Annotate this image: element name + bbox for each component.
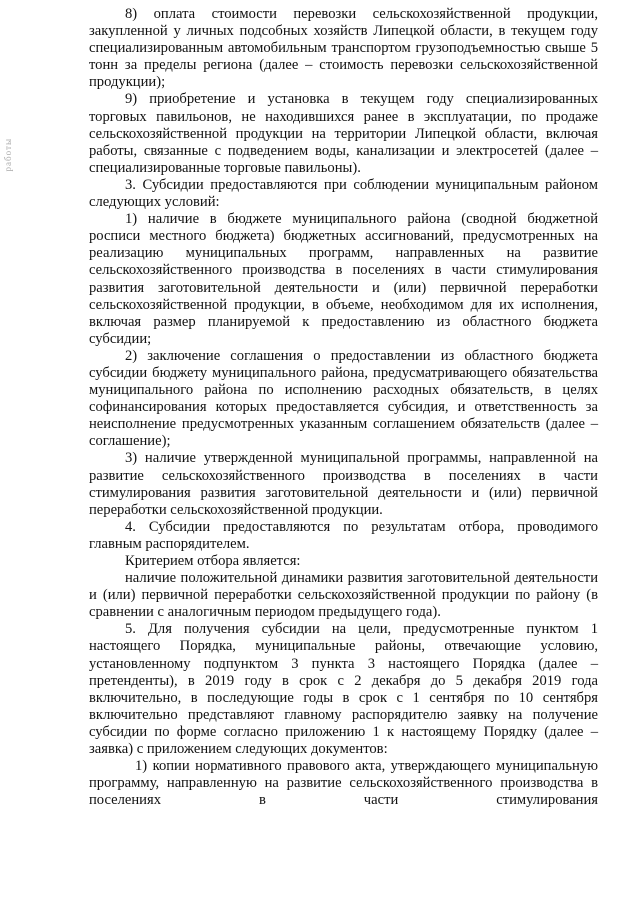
paragraph-condition-3: 3) наличие утвержденной муниципальной программы, направленной на развитие сельскохозяйственного производства в поселениях в части стимулирования развития заготовительной деятельности и (или) первичной переработки сельскохозяйственной продукции. xyxy=(89,450,598,518)
margin-note: работы xyxy=(3,138,13,172)
paragraph-item-9: 9) приобретение и установка в текущем году специализированных торговых павильонов, не находившихся ранее в эксплуатации, по продаже сельскохозяйственной продукции на территории Липецкой области, включая работы, связанные с подведением воды, канализации и электросетей (далее – специализированные торговые павильоны). xyxy=(89,91,598,176)
paragraph-criterion-heading: Критерием отбора является: xyxy=(125,553,301,569)
paragraph-criterion: наличие положительной динамики развития заготовительной деятельности и (или) первичной переработки сельскохозяйственной продукции по району (в сравнении с аналогичным периодом предыдущего года). xyxy=(89,570,598,621)
paragraph-section-5: 5. Для получения субсидии на цели, предусмотренные пунктом 1 настоящего Порядка, муниципальные районы, отвечающие условию, установленному подпунктом 3 пункта 3 настоящего Порядка (далее – претенденты), в 2019 году в срок с 2 декабря до 5 декабря 2019 года включительно, в последующие годы в срок с 1 сентября по 10 сентября включительно представляют главному распорядителю заявку на получение субсидии по форме согласно приложению 1 к настоящему Порядку (далее – заявка) с приложением следующих документов: xyxy=(89,621,598,758)
paragraph-section-3: 3. Субсидии предоставляются при соблюдении муниципальным районом следующих условий: xyxy=(89,176,598,211)
document-body xyxy=(89,6,598,809)
paragraph-section-4: 4. Субсидии предоставляются по результатам отбора, проводимого главным распорядителем. xyxy=(89,518,598,552)
paragraph-document-1: 1) копии нормативного правового акта, утверждающего муниципальную программу, направленную на развитие сельскохозяйственного производства в поселениях в части стимулирования xyxy=(89,758,598,809)
paragraph-item-8: 8) оплата стоимости перевозки сельскохозяйственной продукции, закупленной у личных подсобных хозяйств Липецкой области, в текущем году специализированным автомобильным транспортом грузоподъемностью свыше 5 тонн за пределы региона (далее – стоимость перевозки сельскохозяйственной продукции); xyxy=(89,6,598,91)
paragraph-condition-1: 1) наличие в бюджете муниципального района (сводной бюджетной росписи местного бюджета) бюджетных ассигнований, предусмотренных на реализацию муниципальных программ, направленных на развитие сельскохозяйственного производства в поселениях в части стимулирования развития заготовительной деятельности и (или) первичной переработки сельскохозяйственной продукции, в объеме, необходимом для их исполнения, включая размер планируемой к предоставлению из областного бюджета субсидии; xyxy=(89,211,598,347)
paragraph-condition-2: 2) заключение соглашения о предоставлении из областного бюджета субсидии бюджету муниципального района, предусматривающего обязательства муниципального района по исполнению расходных обязательств, в целях софинансирования которых предоставляется субсидия, и ответственность за неисполнение предусмотренных указанным соглашением обязательств (далее – соглашение); xyxy=(89,347,598,450)
